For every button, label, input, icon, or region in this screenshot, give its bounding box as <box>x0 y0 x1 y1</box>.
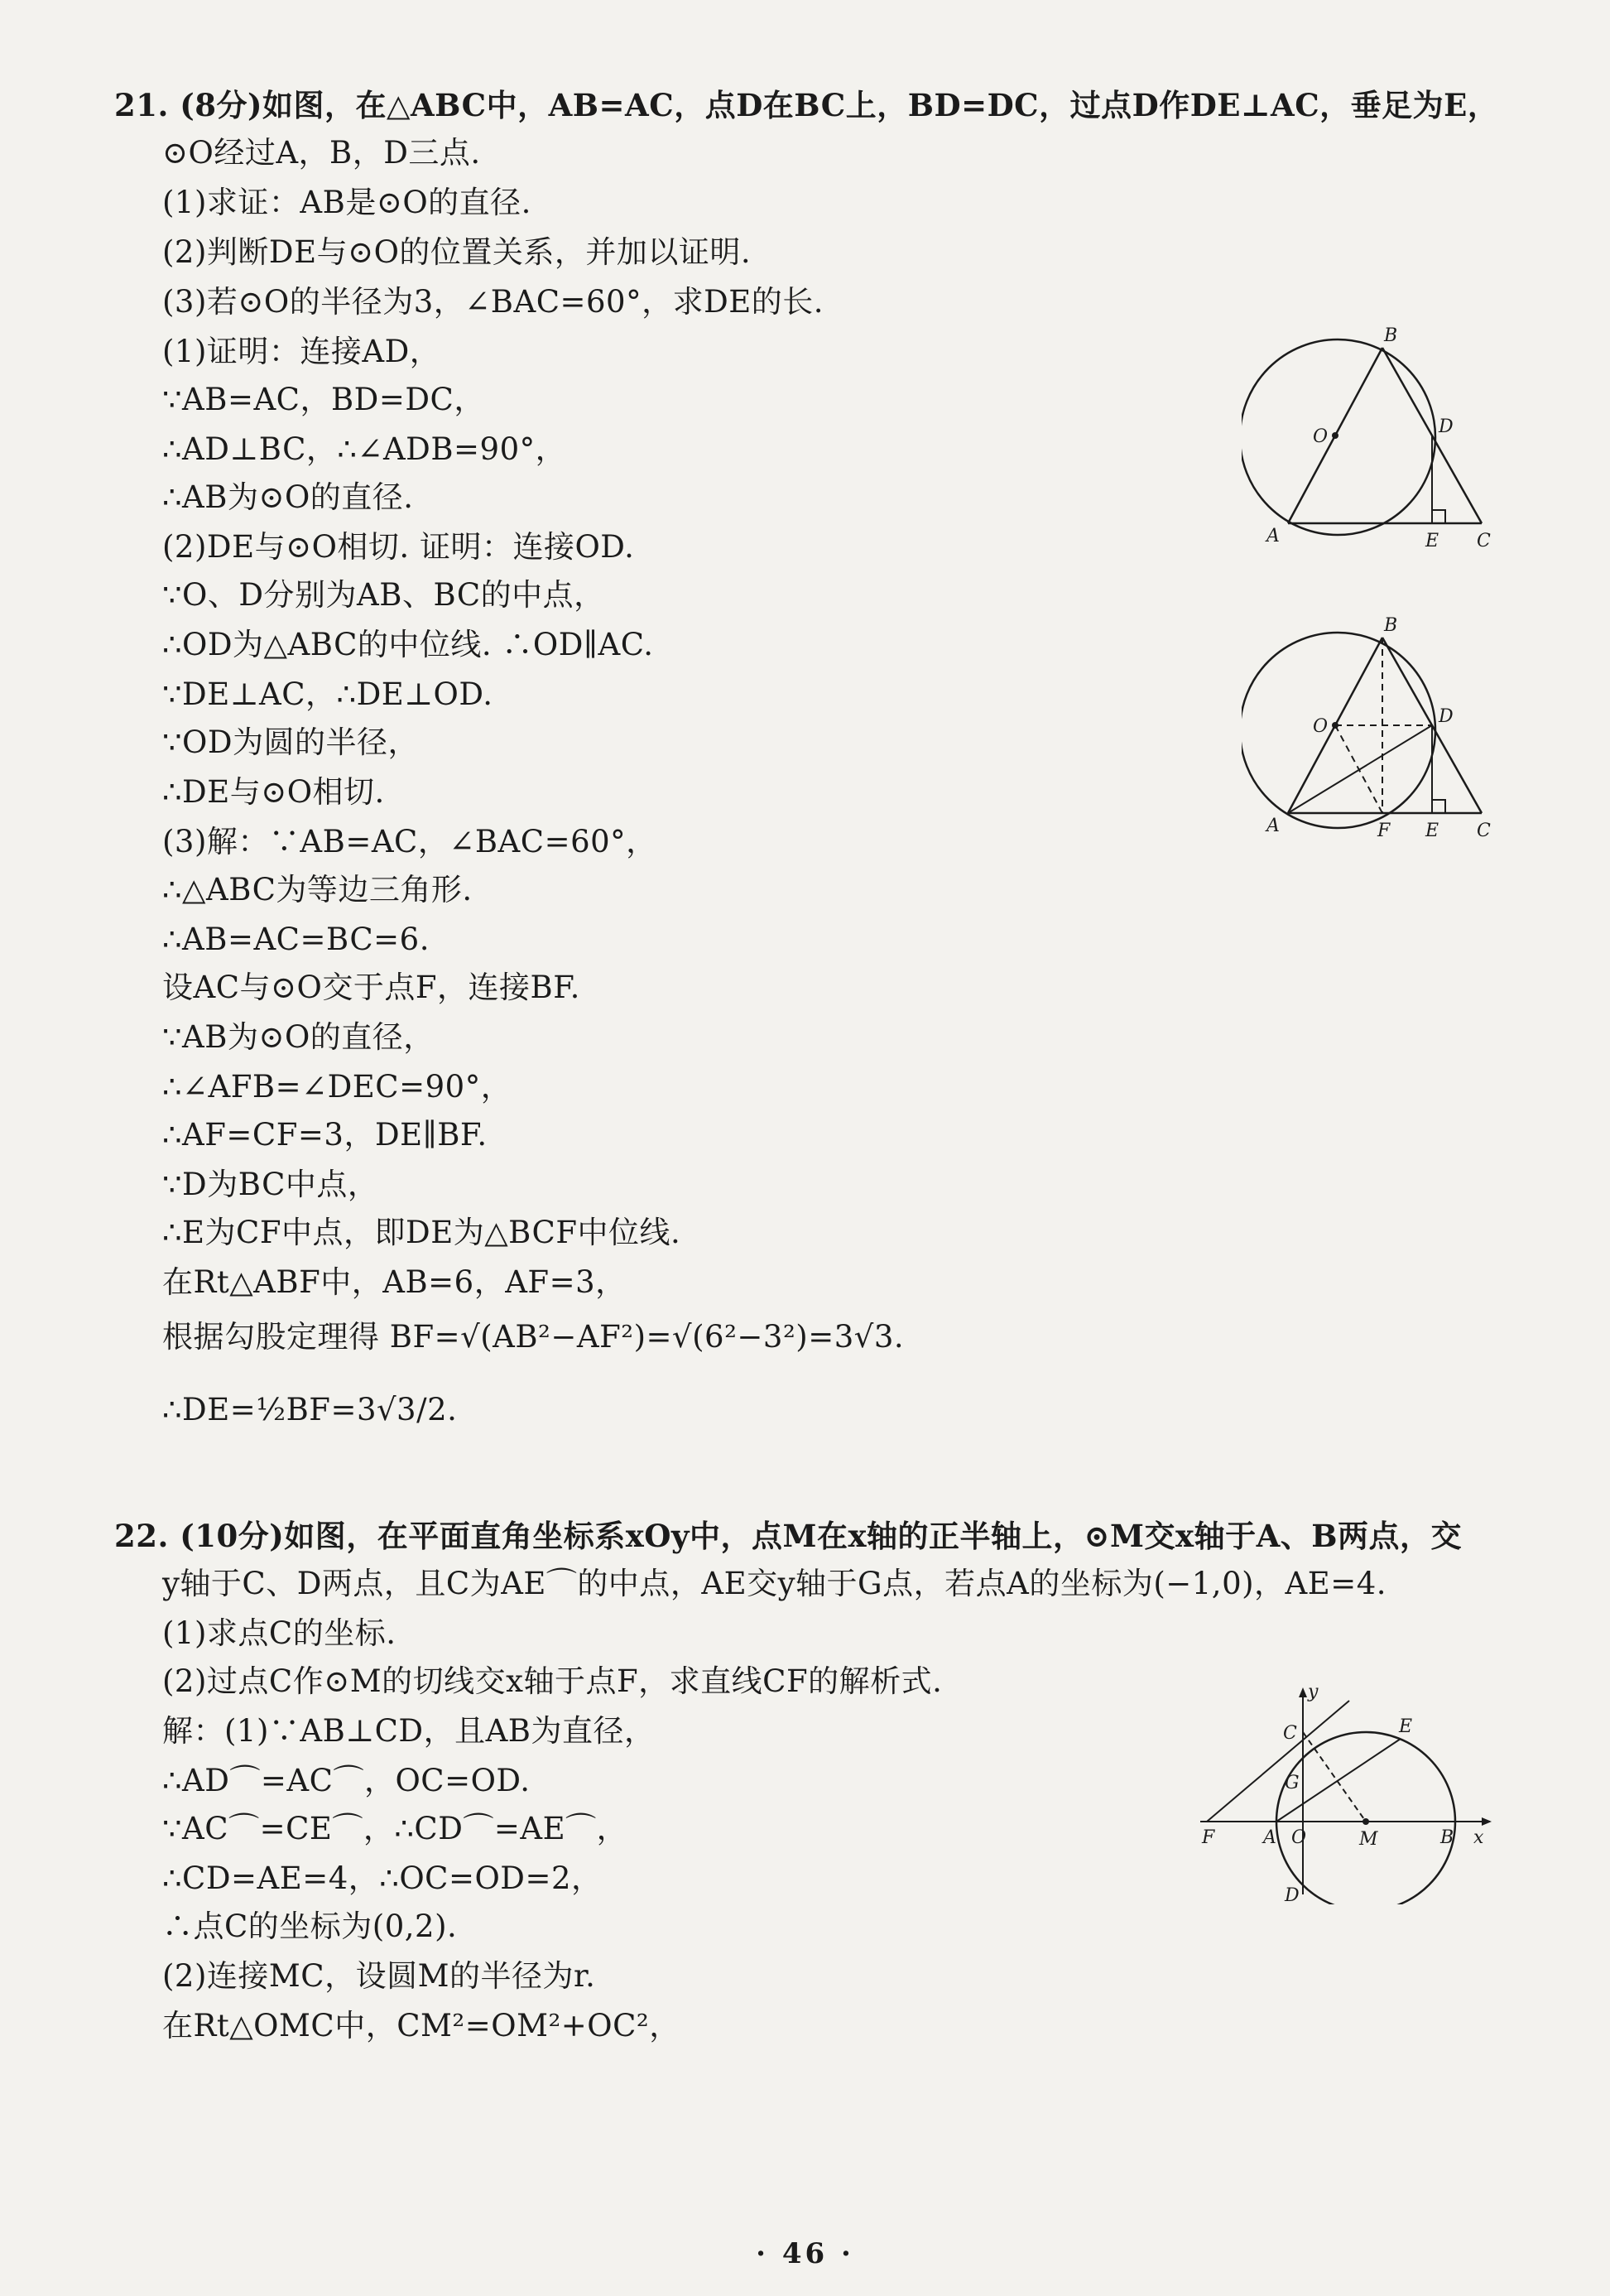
q21-line-8: ∴AD⊥BC，∴∠ADB=90°， <box>162 431 567 467</box>
q21-line-12: ∴OD为△ABC的中位线. ∴OD∥AC. <box>162 627 654 662</box>
q21-line-27: ∴DE=½BF=3√3/2. <box>162 1392 458 1427</box>
fig2-label-f: F <box>1377 821 1391 841</box>
fig3-label-b: B <box>1440 1827 1454 1848</box>
q21-line-25: 在Rt△ABF中，AB=6，AF=3， <box>162 1264 627 1300</box>
fig2-label-b: B <box>1384 615 1398 636</box>
q21-line-1: 21. (8分)如图，在△ABC中，AB=AC，点D在BC上，BD=DC，过点D作DE⊥AC，垂足为E， <box>114 87 1499 123</box>
fig3-label-d: D <box>1285 1885 1300 1904</box>
q21-figure-1 <box>1242 325 1523 556</box>
q21-line-22: ∴AF=CF=3，DE∥BF. <box>162 1117 488 1153</box>
fig3-label-o: O <box>1291 1827 1307 1848</box>
fig3-label-x: x <box>1473 1827 1484 1848</box>
fig3-label-c: C <box>1283 1723 1297 1744</box>
fig2-label-o: O <box>1313 716 1329 737</box>
fig3-label-y: y <box>1308 1682 1319 1702</box>
q21-line-15: ∴DE与⊙O相切. <box>162 774 385 810</box>
fig3-label-f: F <box>1202 1827 1215 1848</box>
q22-line-2: y轴于C、D两点，且C为AE⌒的中点，AE交y轴于G点，若点A的坐标为(−1,0)，AE=4. <box>162 1566 1387 1601</box>
q21-line-10: (2)DE与⊙O相切. 证明：连接OD. <box>162 529 635 565</box>
q21-line-14: ∵OD为圆的半径， <box>162 724 420 760</box>
q22-line-8: ∴CD=AE=4，∴OC=OD=2， <box>162 1860 603 1896</box>
q21-line-11: ∵O、D分别为AB、BC的中点， <box>162 577 605 613</box>
q21-line-4: (2)判断DE与⊙O的位置关系，并加以证明. <box>162 234 752 270</box>
q22-line-9: ∴点C的坐标为(0,2). <box>162 1909 458 1944</box>
fig1-label-a: A <box>1266 526 1280 546</box>
q21-line-3: (1)求证：AB是⊙O的直径. <box>162 185 531 220</box>
page-number: · 46 · <box>756 2237 854 2270</box>
fig1-label-o: O <box>1313 426 1329 447</box>
fig3-label-a: A <box>1263 1827 1276 1848</box>
q21-line-2: ⊙O经过A，B，D三点. <box>162 135 481 171</box>
fig2-label-a: A <box>1266 816 1280 836</box>
q21-line-17: ∴△ABC为等边三角形. <box>162 872 473 907</box>
q21-line-26: 根据勾股定理得 BF=√(AB²−AF²)=√(6²−3²)=3√3. <box>162 1319 905 1355</box>
fig3-label-e: E <box>1399 1716 1413 1737</box>
fig3-label-m: M <box>1359 1829 1378 1850</box>
q21-line-7: ∵AB=AC，BD=DC， <box>162 382 485 417</box>
q21-line-18: ∴AB=AC=BC=6. <box>162 922 430 957</box>
q22-line-5: 解：(1)∵AB⊥CD，且AB为直径， <box>162 1713 656 1749</box>
fig2-label-d: D <box>1439 706 1454 727</box>
q21-line-23: ∵D为BC中点， <box>162 1167 379 1202</box>
q21-line-16: (3)解：∵AB=AC，∠BAC=60°， <box>162 824 657 859</box>
q22-line-11: 在Rt△OMC中，CM²=OM²+OC²， <box>162 2008 680 2043</box>
q21-line-20: ∵AB为⊙O的直径， <box>162 1019 435 1055</box>
fig3-label-g: G <box>1285 1773 1300 1793</box>
q22-line-4: (2)过点C作⊙M的切线交x轴于点F，求直线CF的解析式. <box>162 1663 943 1699</box>
q22-figure <box>1184 1681 1507 1904</box>
q21-line-13: ∵DE⊥AC，∴DE⊥OD. <box>162 676 493 712</box>
q22-line-1: 22. (10分)如图，在平面直角坐标系xOy中，点M在x轴的正半轴上，⊙M交x轴于A、B两点，交 <box>114 1518 1463 1554</box>
fig1-label-c: C <box>1477 531 1491 551</box>
q22-line-7: ∵AC⌒=CE⌒，∴CD⌒=AE⌒， <box>162 1811 628 1846</box>
q21-line-19: 设AC与⊙O交于点F，连接BF. <box>162 970 580 1005</box>
q22-line-10: (2)连接MC，设圆M的半径为r. <box>162 1958 596 1994</box>
q21-figure-2 <box>1242 614 1523 846</box>
q21-line-9: ∴AB为⊙O的直径. <box>162 479 414 515</box>
q22-line-3: (1)求点C的坐标. <box>162 1615 396 1651</box>
fig1-label-d: D <box>1439 416 1454 437</box>
q21-line-21: ∴∠AFB=∠DEC=90°， <box>162 1069 512 1105</box>
q21-line-24: ∴E为CF中点，即DE为△BCF中位线. <box>162 1215 681 1250</box>
fig2-label-c: C <box>1477 821 1491 841</box>
q21-line-6: (1)证明：连接AD， <box>162 334 441 369</box>
fig2-label-e: E <box>1425 821 1439 841</box>
fig1-label-e: E <box>1425 531 1439 551</box>
q21-line-5: (3)若⊙O的半径为3，∠BAC=60°，求DE的长. <box>162 284 824 320</box>
fig1-label-b: B <box>1384 325 1398 346</box>
q22-line-6: ∴AD⌒=AC⌒，OC=OD. <box>162 1763 531 1798</box>
